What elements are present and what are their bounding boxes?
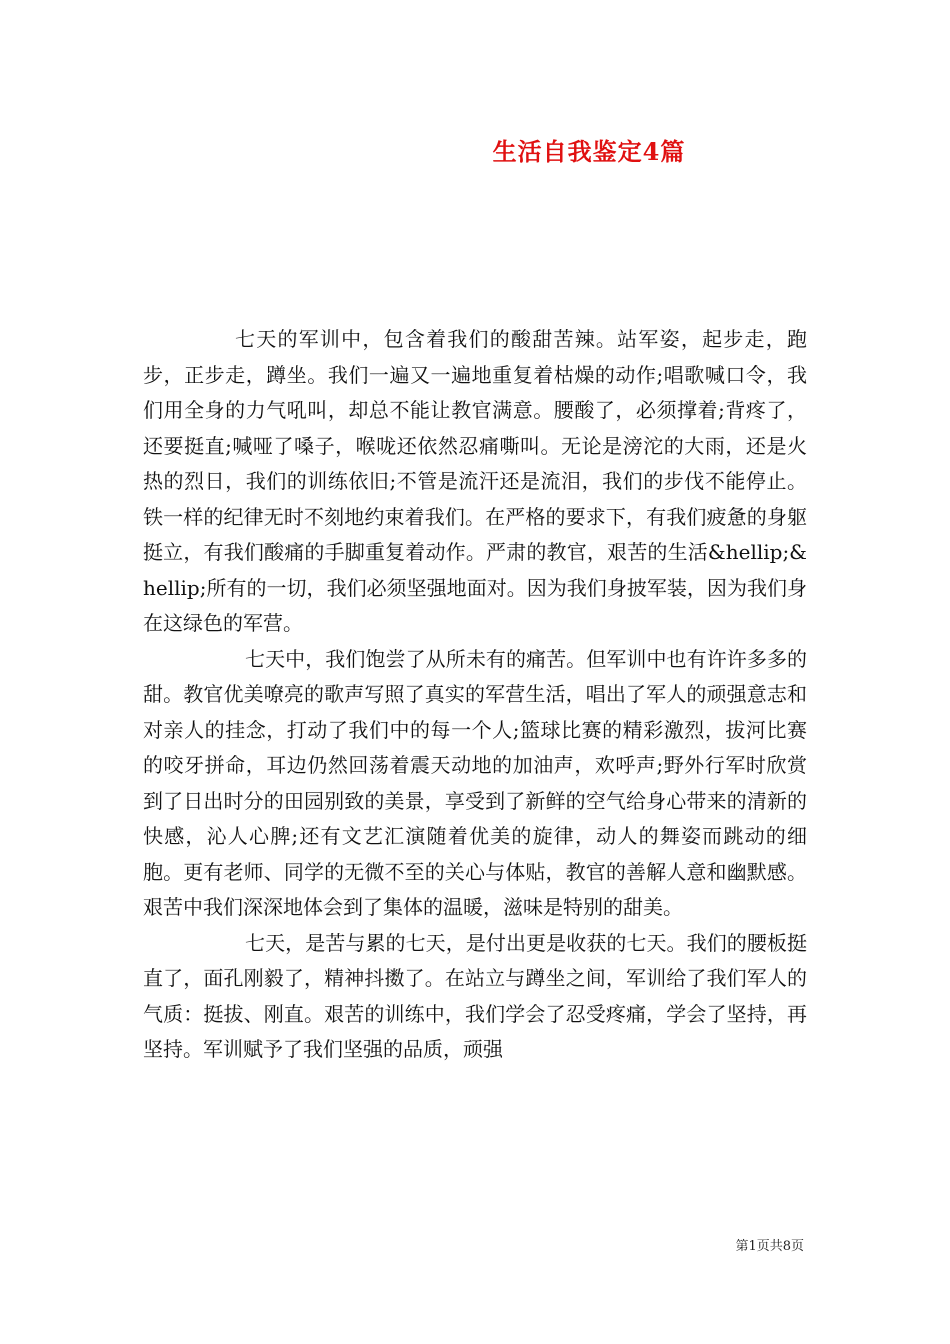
paragraph-2: 七天中，我们饱尝了从所未有的痛苦。但军训中也有许许多多的甜。教官优美嘹亮的歌声写照了真实的军营生活，唱出了军人的顽强意志和对亲人的挂念，打动了我们中的每一个人;篮球比赛的精彩激烈，拔河比赛的咬牙拼命，耳边仍然回荡着震天动地的加油声，欢呼声;野外行军时欣赏到了日出时分的田园别致的美景，享受到了新鲜的空气给身心带来的清新的快感，沁人心脾;还有文艺汇演随着优美的旋律，动人的舞姿而跳动的细胞。更有老师、同学的无微不至的关心与体贴，教官的善解人意和幽默感。艰苦中我们深深地体会到了集体的温暖，滋味是特别的甜美。 bbox=[143, 646, 807, 919]
paragraph-3: 七天，是苦与累的七天，是付出更是收获的七天。我们的腰板挺直了，面孔刚毅了，精神抖擞了。在站立与蹲坐之间，军训给了我们军人的气质：挺拔、刚直。艰苦的训练中，我们学会了忍受疼痛，学会了坚持，再坚持。军训赋予了我们坚强的品质，顽强 bbox=[143, 930, 807, 1061]
document-title: 生活自我鉴定4篇 bbox=[492, 137, 686, 166]
document-body bbox=[143, 322, 807, 1068]
page-number: 第1页共8页 bbox=[735, 1239, 804, 1254]
paragraph-1: 七天的军训中，包含着我们的酸甜苦辣。站军姿，起步走，跑步，正步走，蹲坐。我们一遍又一遍地重复着枯燥的动作;唱歌喊口令，我们用全身的力气吼叫，却总不能让教官满意。腰酸了，必须撑着;背疼了，还要挺直;喊哑了嗓子，喉咙还依然忍痛嘶叫。无论是滂沱的大雨，还是火热的烈日，我们的训练依旧;不管是流汗还是流泪，我们的步伐不能停止。铁一样的纪律无时不刻地约束着我们。在严格的要求下，有我们疲惫的身躯挺立，有我们酸痛的手脚重复着动作。严肃的教官，艰苦的生活&hellip;&hellip;所有的一切，我们必须坚强地面对。因为我们身披军装，因为我们身在这绿色的军营。 bbox=[143, 327, 807, 635]
